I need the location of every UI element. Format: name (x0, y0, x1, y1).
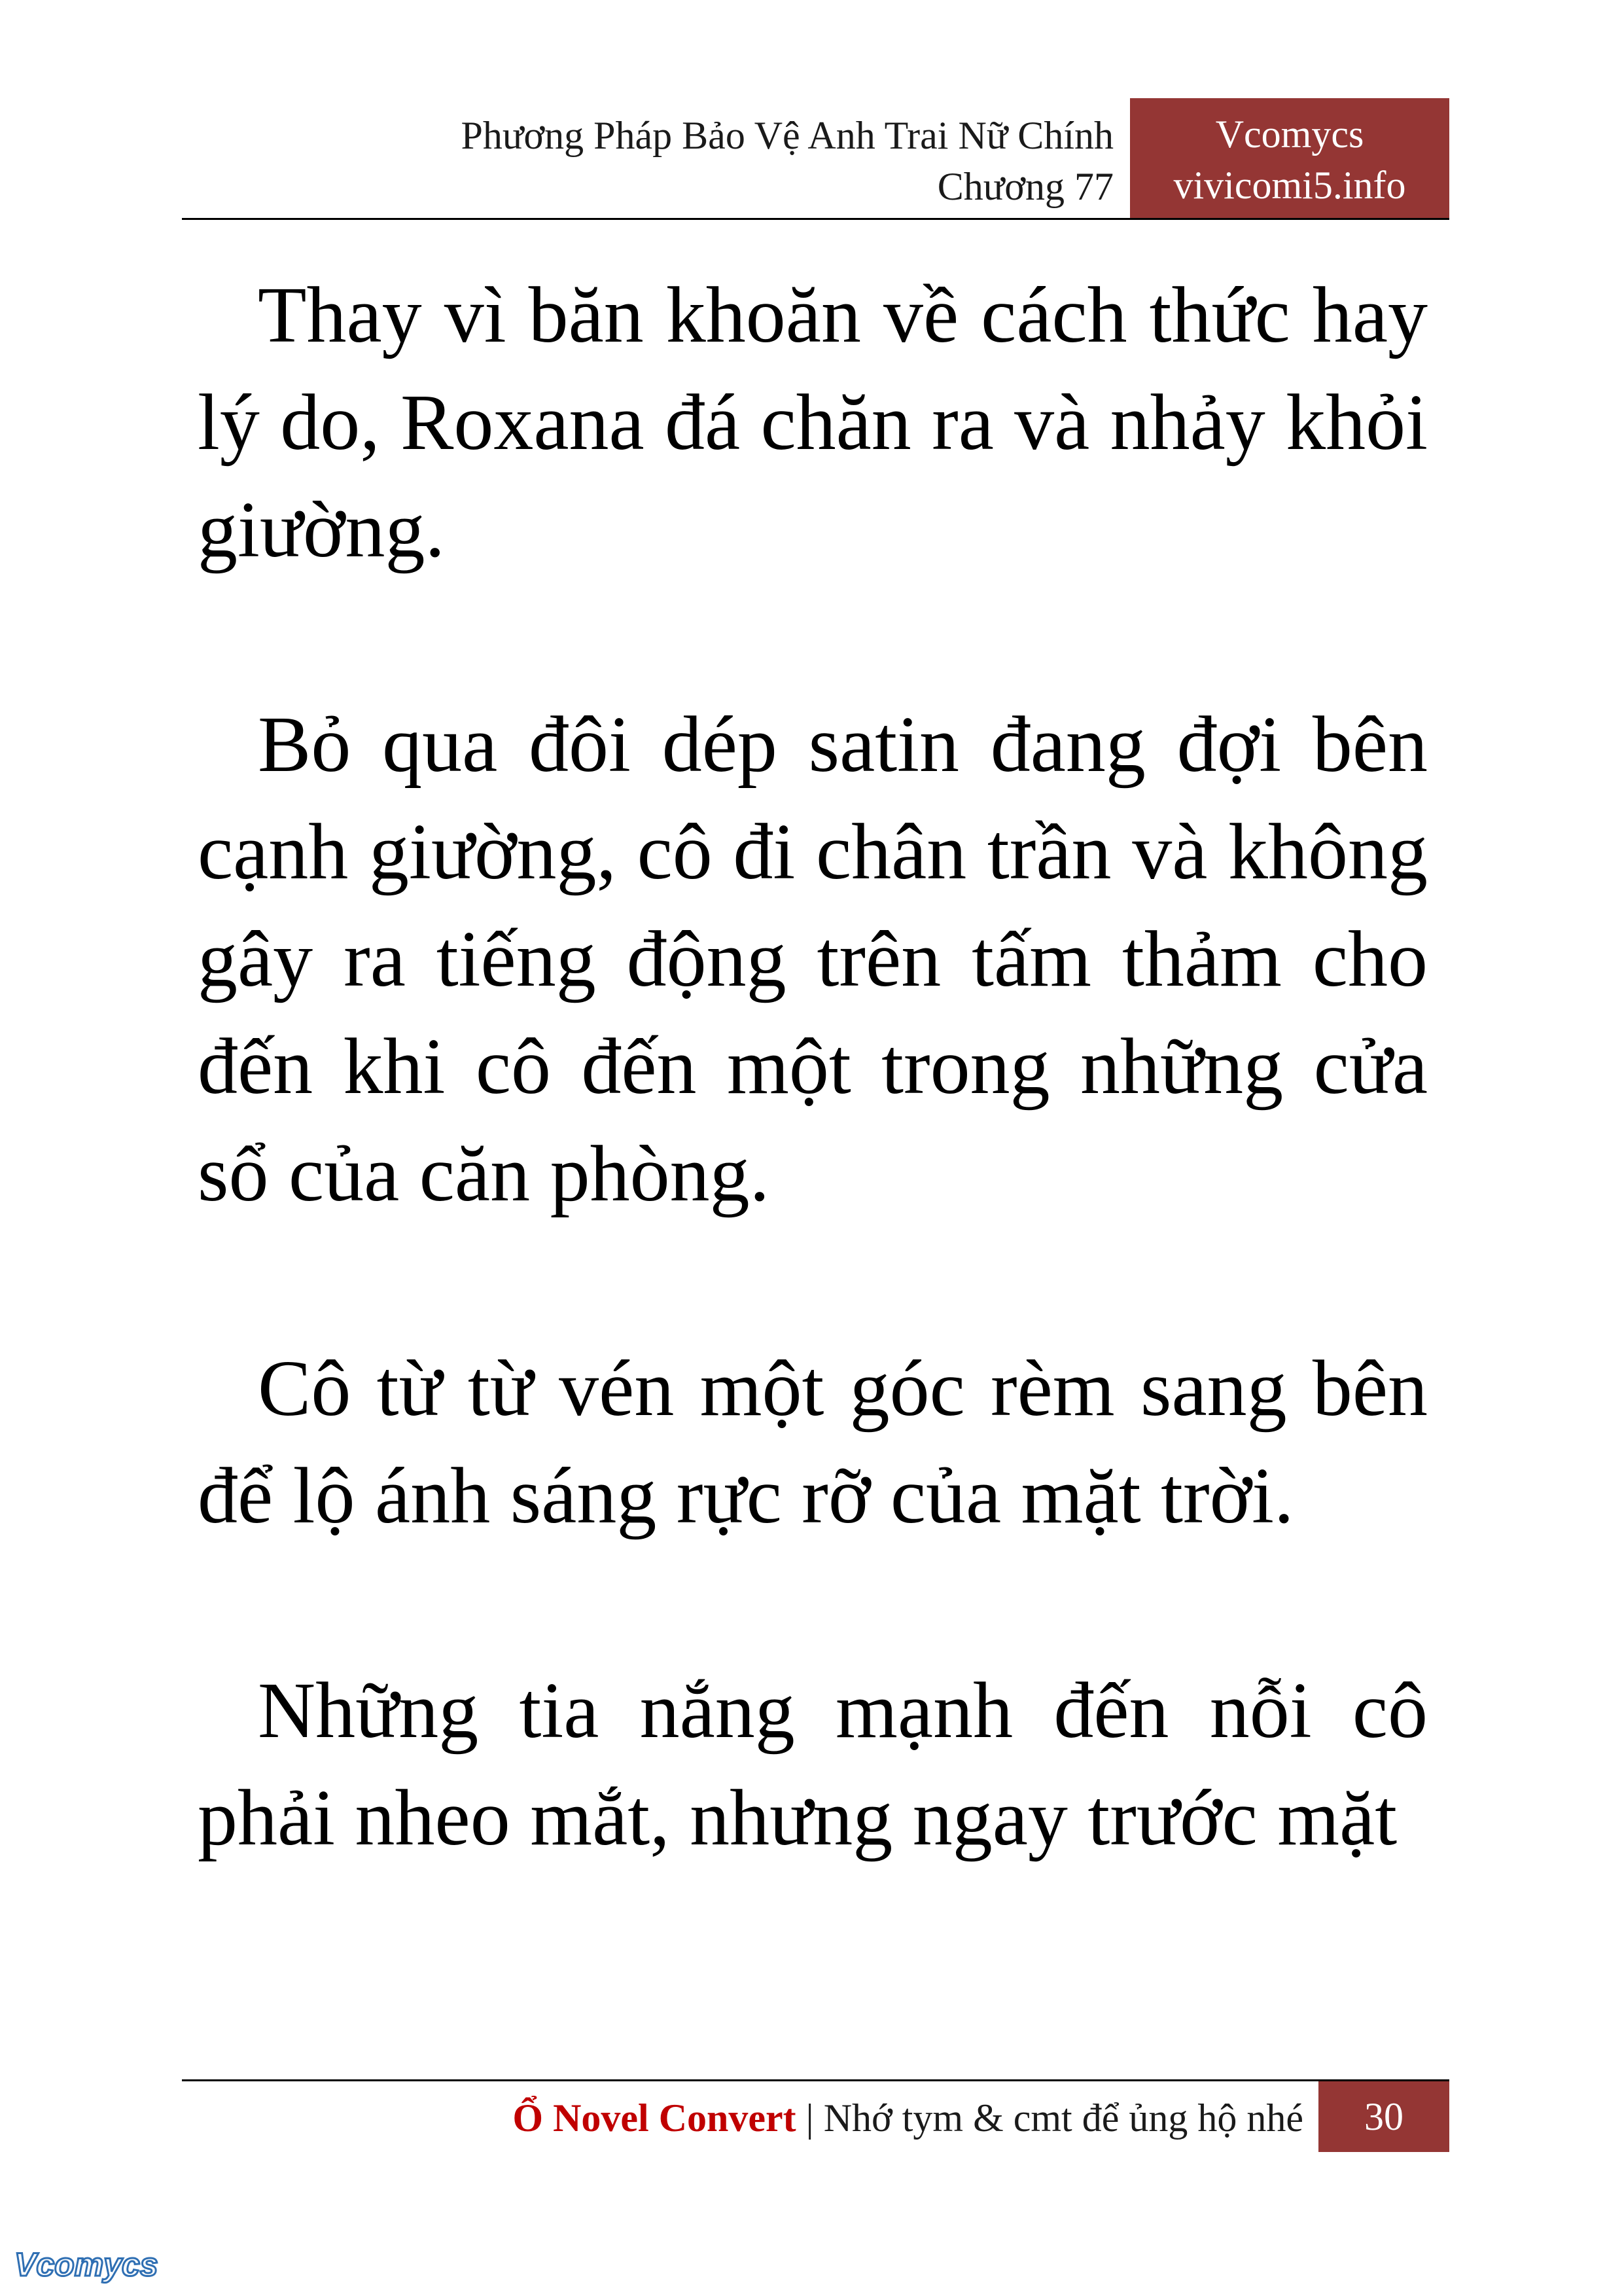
book-title: Phương Pháp Bảo Vệ Anh Trai Nữ Chính (461, 114, 1114, 157)
header-divider (182, 218, 1449, 220)
footer-separator: | (805, 2096, 814, 2140)
page-footer (0, 2081, 1624, 2153)
paragraph: Cô từ từ vén một góc rèm sang bên để lộ ánh sáng rực rỡ của mặt trời. (198, 1344, 1428, 1540)
footer-text (512, 2093, 1303, 2143)
footer-message: Nhớ tym & cmt để ủng hộ nhé (823, 2096, 1303, 2140)
header-titles (461, 110, 1114, 212)
vcomycs-watermark-logo (12, 2242, 169, 2287)
site-name: Vcomycs (1215, 113, 1364, 156)
site-url: vivicomi5.info (1173, 164, 1406, 207)
chapter-label: Chương 77 (937, 165, 1114, 208)
chapter-body (198, 262, 1428, 2078)
watermark-text: Vcomycs (14, 2246, 158, 2283)
page-header (0, 0, 1624, 223)
site-badge (1130, 98, 1449, 219)
paragraph: Thay vì băn khoăn về cách thức hay lý do, Roxana đá chăn ra và nhảy khỏi giường. (198, 271, 1428, 574)
page-number: 30 (1318, 2081, 1449, 2152)
paragraph: Những tia nắng mạnh đến nỗi cô phải nheo mắt, nhưng ngay trước mặt (198, 1666, 1428, 1862)
paragraph: Bỏ qua đôi dép satin đang đợi bên cạnh giường, cô đi chân trần và không gây ra tiếng động trên tấm thảm cho đến khi cô đến một trong những cửa sổ của căn phòng. (198, 700, 1428, 1218)
footer-brand: Ổ Novel Convert (512, 2096, 796, 2140)
